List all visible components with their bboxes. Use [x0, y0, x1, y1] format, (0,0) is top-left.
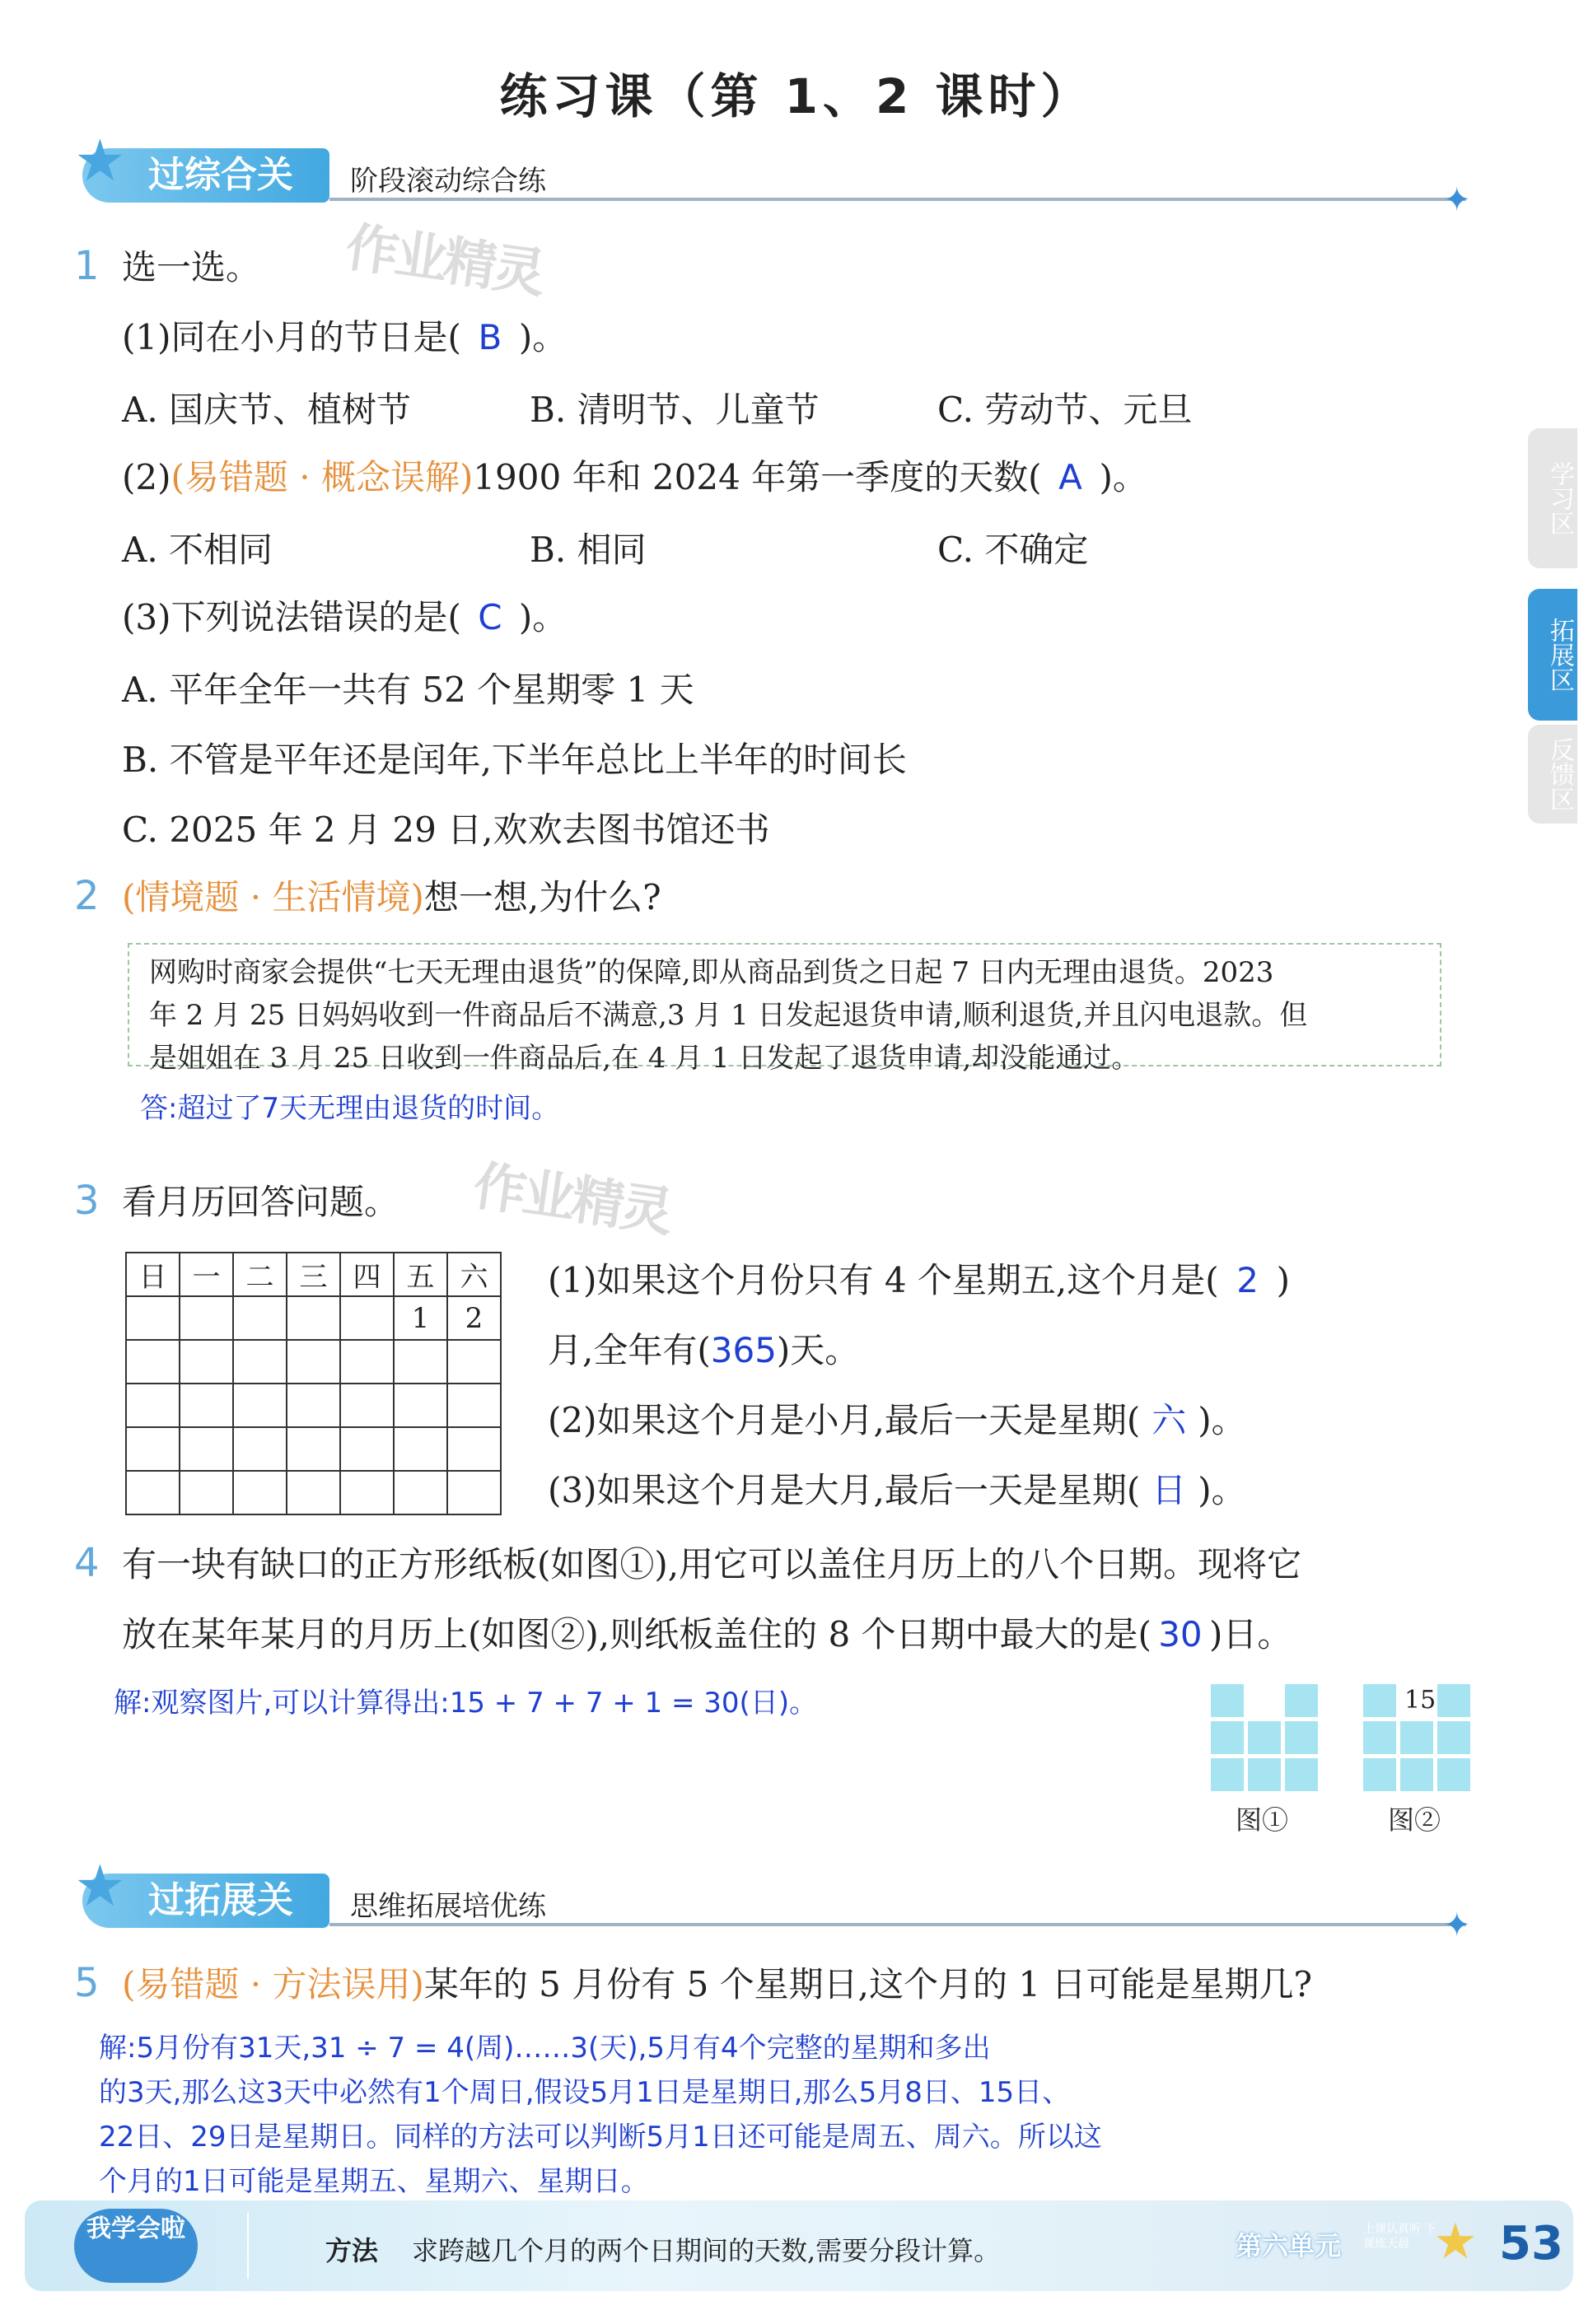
q1-sub3-text: (3)下列说法错误的是(: [122, 597, 461, 637]
answer: 30: [1158, 1614, 1203, 1654]
side-tab-feedback[interactable]: 反馈区: [1528, 725, 1577, 824]
calendar-header: 三: [287, 1253, 340, 1296]
solution-text: 解:观察图片,可以计算得出:15 + 7 + 7 + 1 = 30(日)。: [114, 1687, 818, 1720]
q2-stem: [122, 873, 661, 922]
q3-sub2: [548, 1396, 1246, 1445]
q1-sub1-text: (1)同在小月的节日是(: [122, 317, 461, 357]
option: B. 相同: [530, 530, 647, 570]
question-tag: (情境题 · 生活情境): [122, 877, 424, 917]
q3-sub1-close: ): [1276, 1260, 1291, 1300]
option: B. 不管是平年还是闰年,下半年总比上半年的时间长: [122, 740, 907, 780]
q5-stem: [122, 1960, 1312, 2009]
passage-line: 网购时商家会提供“七天无理由退货”的保障,即从商品到货之日起 7 日内无理由退货。2023: [149, 956, 1274, 989]
star-icon: ✦: [1443, 181, 1471, 219]
q2-stem-text: 想一想,为什么?: [423, 877, 661, 917]
option: A. 国庆节、植树节: [122, 390, 412, 430]
method-label: 方法: [325, 2235, 379, 2266]
section-subtitle: 阶段滚动综合练: [350, 165, 546, 198]
answer: 日: [1152, 1470, 1187, 1510]
question-number: 1: [74, 243, 100, 289]
question-stem: 看月历回答问题。: [122, 1182, 399, 1222]
q3-sub1-text2: 月,全年有(: [548, 1330, 711, 1370]
answer: 2: [1236, 1260, 1259, 1300]
q3-sub2-end: )。: [1198, 1400, 1246, 1440]
calendar-table: [125, 1252, 502, 1515]
q3-sub3-end: )。: [1198, 1470, 1246, 1510]
q4-line1: 有一块有缺口的正方形纸板(如图①),用它可以盖住月历上的八个日期。现将它: [122, 1544, 1302, 1584]
star-mascot-icon: ★: [74, 127, 126, 194]
calendar-header: 二: [233, 1253, 287, 1296]
q3-sub1-line2: [548, 1326, 859, 1375]
calendar-cell: 2: [447, 1296, 501, 1340]
section-label: 过综合关: [82, 148, 329, 203]
answer: B: [478, 317, 502, 357]
q5-stem-text: 某年的 5 月份有 5 个星期日,这个月的 1 日可能是星期几?: [423, 1964, 1312, 2004]
calendar-header: 一: [180, 1253, 233, 1296]
q1-sub2-text: 1900 年和 2024 年第一季度的天数(: [473, 457, 1042, 497]
answer-text: 答:超过了7天无理由退货的时间。: [140, 1092, 560, 1125]
calendar-header: 四: [340, 1253, 394, 1296]
option: A. 不相同: [122, 530, 273, 570]
method-text: 求跨越几个月的两个日期间的天数,需要分段计算。: [412, 2235, 1001, 2266]
calendar-cell: [126, 1296, 180, 1340]
option: C. 不确定: [937, 530, 1089, 570]
q3-sub1-end: )天。: [776, 1330, 860, 1370]
star-mascot-icon: ★: [1433, 2213, 1478, 2270]
passage-line: 是姐姐在 3 月 25 日收到一件商品后,在 4 月 1 日发起了退货申请,却没能通过。: [149, 1042, 1140, 1075]
calendar-cell: 1: [394, 1296, 447, 1340]
calendar-cell: [233, 1296, 287, 1340]
unit-motto: 上课认真听 下课练天晨: [1363, 2223, 1437, 2251]
watermark: 作业精灵: [469, 1155, 675, 1244]
option: B. 清明节、儿童节: [530, 390, 820, 430]
option: C. 劳动节、元旦: [937, 390, 1193, 430]
figure-1-board: [1211, 1684, 1322, 1795]
calendar-header: 日: [126, 1253, 180, 1296]
q1-sub2: [122, 453, 1147, 502]
page-footer: [25, 2200, 1573, 2291]
q1-sub1-end: )。: [518, 317, 568, 357]
solution-line: 22日、29日是星期日。同样的方法可以判断5月1日还可能是周五、周六。所以这: [99, 2121, 1102, 2154]
question-tag: (易错题 · 方法误用): [122, 1964, 424, 2004]
q1-sub3-end: )。: [518, 597, 568, 637]
figure-1-label: 图①: [1236, 1804, 1289, 1836]
question-number: 4: [74, 1540, 100, 1586]
calendar-cell: [287, 1296, 340, 1340]
q3-sub1-text: (1)如果这个月份只有 4 个星期五,这个月是(: [548, 1260, 1219, 1300]
q1-sub3: [122, 593, 567, 642]
section-header-1: [0, 127, 1593, 219]
side-tab-extend[interactable]: 拓展区: [1528, 589, 1577, 721]
star-icon: ✦: [1443, 1906, 1471, 1944]
figure-2-label: 图②: [1388, 1804, 1441, 1836]
q3-sub3-text: (3)如果这个月是大月,最后一天是星期(: [548, 1470, 1141, 1510]
page-title: 练习课（第 1、2 课时）: [499, 68, 1094, 124]
q1-sub2-prefix: (2): [122, 457, 171, 497]
figure-2-board: [1363, 1684, 1474, 1795]
q3-sub1-line1: [548, 1256, 1290, 1305]
unit-label: 第六单元: [1236, 2230, 1342, 2261]
star-mascot-icon: ★: [74, 1852, 126, 1920]
question-tag: (易错题 · 概念误解): [171, 457, 474, 497]
section-header-2: [0, 1852, 1593, 1944]
answer: 365: [710, 1330, 777, 1370]
q4-line2-end: )日。: [1208, 1614, 1292, 1654]
solution-block: [99, 2026, 1102, 2204]
calendar-cell: [180, 1296, 233, 1340]
divider: [329, 198, 1466, 201]
option: A. 平年全年一共有 52 个星期零 1 天: [122, 670, 694, 710]
option: C. 2025 年 2 月 29 日,欢欢去图书馆还书: [122, 810, 770, 850]
divider: [247, 2213, 249, 2279]
question-number: 3: [74, 1178, 100, 1224]
section-subtitle: 思维拓展培优练: [350, 1890, 546, 1923]
passage-box: [128, 943, 1441, 1075]
calendar-cell: [340, 1296, 394, 1340]
calendar-header: 五: [394, 1253, 447, 1296]
question-stem: 选一选。: [122, 247, 261, 287]
q3-sub2-text: (2)如果这个月是小月,最后一天是星期(: [548, 1400, 1141, 1440]
passage-line: 年 2 月 25 日妈妈收到一件商品后不满意,3 月 1 日发起退货申请,顺利退货,并且闪电退款。但: [149, 999, 1308, 1032]
question-number: 2: [74, 873, 100, 919]
solution-line: 解:5月份有31天,31 ÷ 7 = 4(周)……3(天),5月有4个完整的星期和多出: [99, 2032, 991, 2065]
answer: C: [478, 597, 502, 637]
divider: [329, 1923, 1466, 1926]
q4-line2: [122, 1610, 1292, 1659]
q4-line2-text: 放在某年某月的月历上(如图②),则纸板盖住的 8 个日期中最大的是(: [122, 1614, 1152, 1654]
q1-sub2-end: )。: [1099, 457, 1147, 497]
section-label: 过拓展关: [82, 1874, 329, 1928]
solution-line: 的3天,那么这3天中必然有1个周日,假设5月1日是星期日,那么5月8日、15日、: [99, 2076, 1071, 2109]
calendar-header: 六: [447, 1253, 501, 1296]
watermark: 作业精灵: [342, 217, 547, 306]
q1-sub1: [122, 313, 567, 362]
badge: 我学会啦: [74, 2209, 198, 2283]
solution-line: 个月的1日可能是星期五、星期六、星期日。: [99, 2165, 649, 2198]
page-number: 53: [1499, 2217, 1563, 2270]
side-tab-study[interactable]: 学习区: [1528, 428, 1577, 568]
question-number: 5: [74, 1960, 100, 2006]
answer: A: [1058, 457, 1082, 497]
answer: 六: [1152, 1400, 1187, 1440]
figure-2-number: 15: [1404, 1686, 1437, 1715]
q3-sub3: [548, 1466, 1246, 1515]
